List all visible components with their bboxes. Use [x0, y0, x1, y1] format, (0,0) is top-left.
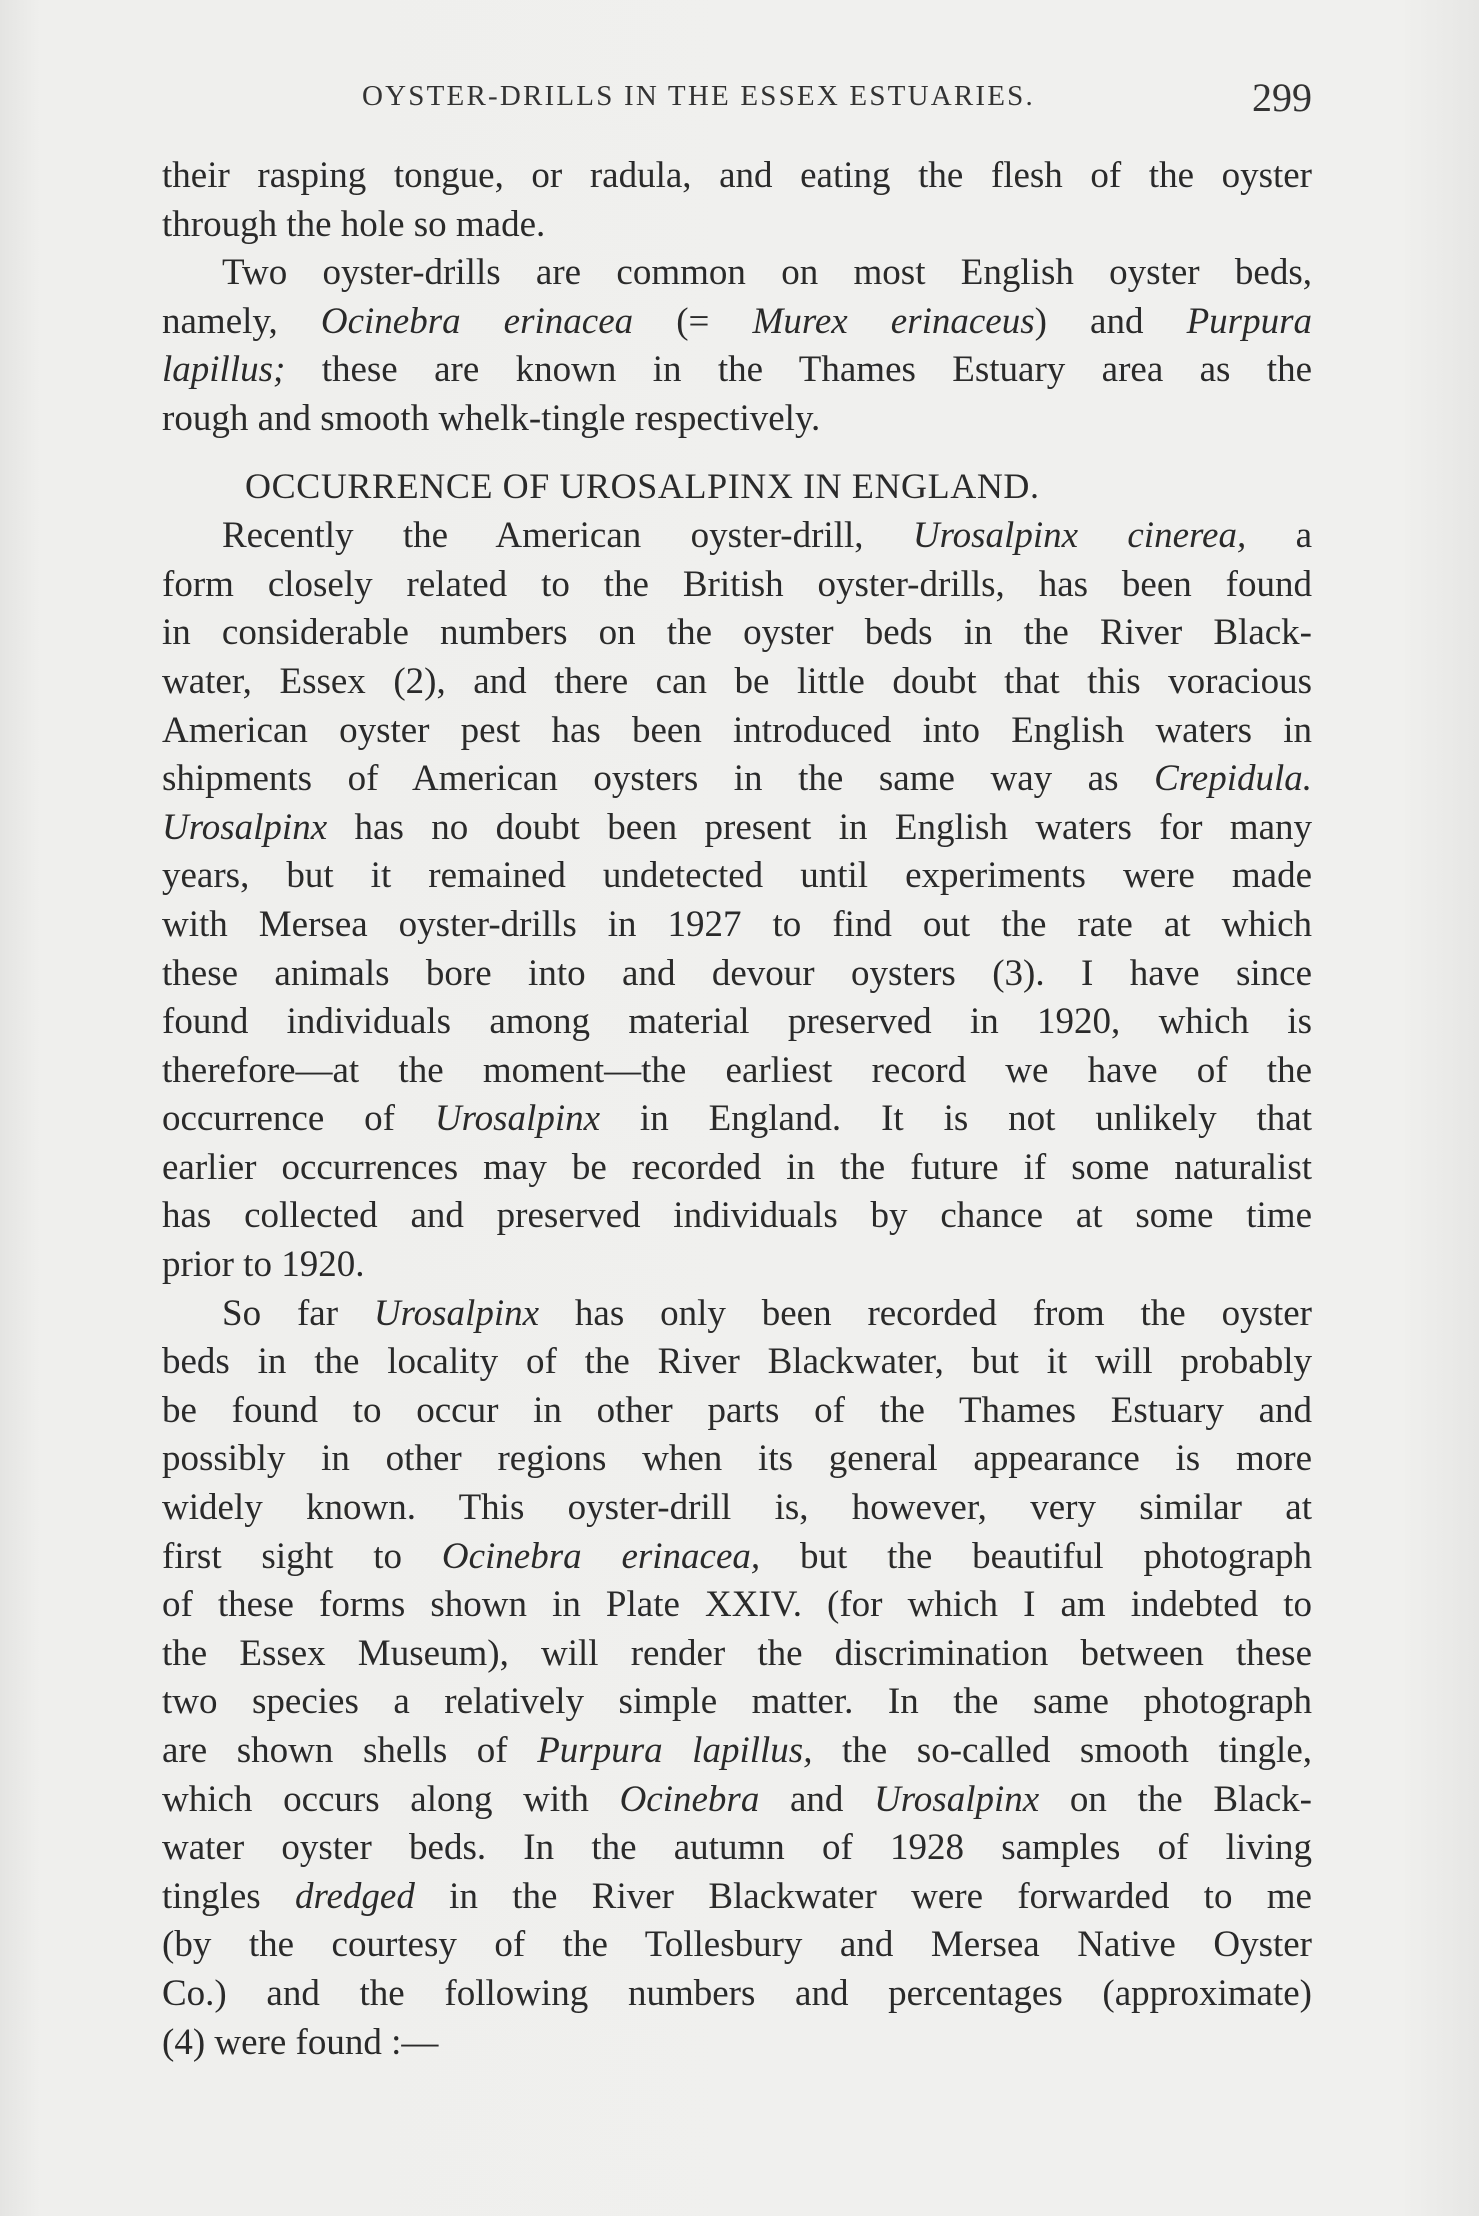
text-line [162, 998, 1312, 1047]
italic-text: Ocinebra erinacea, [441, 1535, 761, 1577]
text-line [162, 1095, 1312, 1144]
text-line [162, 1435, 1312, 1484]
text-segment: possibly in other regions when its general appearance is more [162, 1438, 1312, 1480]
text-segment: namely, [162, 300, 321, 342]
text-line [162, 298, 1312, 347]
text-line [162, 561, 1312, 610]
italic-text: Urosalpinx [434, 1098, 601, 1140]
text-line [162, 755, 1312, 804]
italic-text: Urosalpinx cinerea, [912, 515, 1247, 557]
italic-text: dredged [294, 1875, 415, 1917]
text-line [162, 1192, 1312, 1241]
text-segment: has no doubt been present in English waters for many [327, 806, 1312, 848]
text-line [162, 1047, 1312, 1096]
text-segment: but the beautiful photograph [760, 1535, 1312, 1577]
text-line [162, 852, 1312, 901]
text-line [162, 346, 1312, 395]
text-line [162, 1678, 1312, 1727]
text-segment: (= [633, 300, 753, 342]
italic-text: lapillus; [162, 349, 286, 391]
text-line [162, 1824, 1312, 1873]
text-segment: (by the courtesy of the Tollesbury and Mersea Native Oyster [162, 1924, 1312, 1966]
text-line [162, 1727, 1312, 1776]
page-number: 299 [1252, 75, 1312, 120]
text-line [162, 1241, 1312, 1290]
running-head [162, 76, 1312, 126]
text-segment: ) and [1034, 300, 1187, 342]
text-segment: are shown shells of [162, 1730, 538, 1771]
text-segment: years, but it remained undetected until experiments were made [162, 855, 1312, 897]
italic-text: Ocinebra [619, 1778, 760, 1820]
text-segment: in considerable numbers on the oyster beds in the River Black- [162, 612, 1312, 654]
text-segment: water oyster beds. In the autumn of 1928 samples of living [162, 1827, 1312, 1869]
text-line [162, 1776, 1312, 1825]
text-line [162, 1581, 1312, 1630]
text-line [162, 152, 1312, 201]
text-line [162, 1484, 1312, 1533]
text-segment: found individuals among material preserved in 1920, which is [162, 1001, 1312, 1043]
text-segment: earlier occurrences may be recorded in the future if some naturalist [162, 1146, 1312, 1188]
text-segment: Two oyster-drills are common on most English oyster beds, [222, 252, 1312, 294]
text-line [162, 950, 1312, 999]
text-line [162, 1970, 1312, 2019]
text-segment: rough and smooth whelk-tingle respectively. [162, 397, 821, 439]
text-segment: two species a relatively simple matter. In the same photograph [162, 1681, 1312, 1723]
body-text [162, 152, 1312, 2067]
italic-text: Urosalpinx [874, 1778, 1040, 1820]
text-segment: of these forms shown in Plate XXIV. (for which I am indebted to [162, 1584, 1312, 1626]
text-line [162, 1630, 1312, 1679]
italic-text: Crepidula. [1154, 758, 1312, 800]
text-segment: occurrence of [162, 1098, 435, 1140]
italic-text: Purpura lapillus, [537, 1730, 813, 1771]
text-segment: tingles [162, 1875, 295, 1917]
text-segment: which occurs along with [162, 1778, 620, 1820]
text-line [162, 707, 1312, 756]
text-segment: the so-called smooth tingle, [812, 1730, 1312, 1771]
text-line [162, 901, 1312, 950]
text-segment: Recently the American oyster-drill, [222, 515, 913, 557]
text-segment: water, Essex (2), and there can be little doubt that this voracious [162, 660, 1312, 702]
text-segment: form closely related to the British oyster-drills, has been found [162, 563, 1312, 605]
text-segment: these animals bore into and devour oysters (3). I have since [162, 952, 1312, 994]
text-segment: has only been recorded from the oyster [539, 1292, 1312, 1334]
text-segment: therefore—at the moment—the earliest record we have of the [162, 1049, 1312, 1091]
text-line [162, 804, 1312, 853]
text-segment: in England. It is not unlikely that [600, 1098, 1312, 1140]
text-segment: American oyster pest has been introduced into English waters in [162, 709, 1312, 751]
text-segment: has collected and preserved individuals by chance at some time [162, 1195, 1312, 1237]
italic-text: Urosalpinx [162, 806, 328, 848]
text-line [162, 249, 1312, 298]
text-segment: the Essex Museum), will render the discrimination between these [162, 1632, 1312, 1674]
text-line [162, 1290, 1312, 1339]
text-line [162, 609, 1312, 658]
text-line [162, 658, 1312, 707]
text-segment: in the River Blackwater were forwarded to me [414, 1875, 1312, 1917]
text-segment: a [1246, 515, 1312, 557]
text-segment: prior to 1920. [162, 1244, 365, 1286]
text-line [162, 2019, 1312, 2068]
italic-text: Murex erinaceus [752, 300, 1035, 342]
text-line [162, 1144, 1312, 1193]
italic-text: Ocinebra erinacea [320, 300, 634, 342]
text-segment: through the hole so made. [162, 203, 546, 245]
text-segment: beds in the locality of the River Blackwater, but it will probably [162, 1341, 1312, 1383]
text-segment: their rasping tongue, or radula, and eating the flesh of the oyster [162, 155, 1312, 196]
text-line [162, 1921, 1312, 1970]
text-line [162, 1873, 1312, 1922]
text-segment: with Mersea oyster-drills in 1927 to find out the rate at which [162, 903, 1312, 945]
text-segment: be found to occur in other parts of the Thames Estuary and [162, 1389, 1312, 1431]
text-line [162, 1338, 1312, 1387]
text-line [162, 1533, 1312, 1582]
text-segment: on the Black- [1039, 1778, 1312, 1820]
running-title: OYSTER-DRILLS IN THE ESSEX ESTUARIES. [362, 80, 1035, 112]
text-segment: (4) were found :— [162, 2021, 439, 2063]
text-segment: and [759, 1778, 875, 1820]
text-segment: first sight to [162, 1535, 442, 1577]
text-line [162, 512, 1312, 561]
italic-text: Urosalpinx [373, 1292, 540, 1334]
text-line [162, 395, 1312, 444]
text-segment: widely known. This oyster-drill is, however, very similar at [162, 1487, 1312, 1529]
text-segment: shipments of American oysters in the same way as [162, 758, 1155, 800]
text-segment: Co.) and the following numbers and percentages (approximate) [162, 1972, 1312, 2014]
text-segment: these are known in the Thames Estuary area as the [285, 349, 1312, 391]
italic-text: Purpura [1186, 300, 1312, 342]
text-segment: So far [222, 1292, 374, 1334]
text-line [162, 201, 1312, 250]
text-line [162, 1387, 1312, 1436]
section-heading: OCCURRENCE OF UROSALPINX IN ENGLAND. [245, 465, 1040, 506]
